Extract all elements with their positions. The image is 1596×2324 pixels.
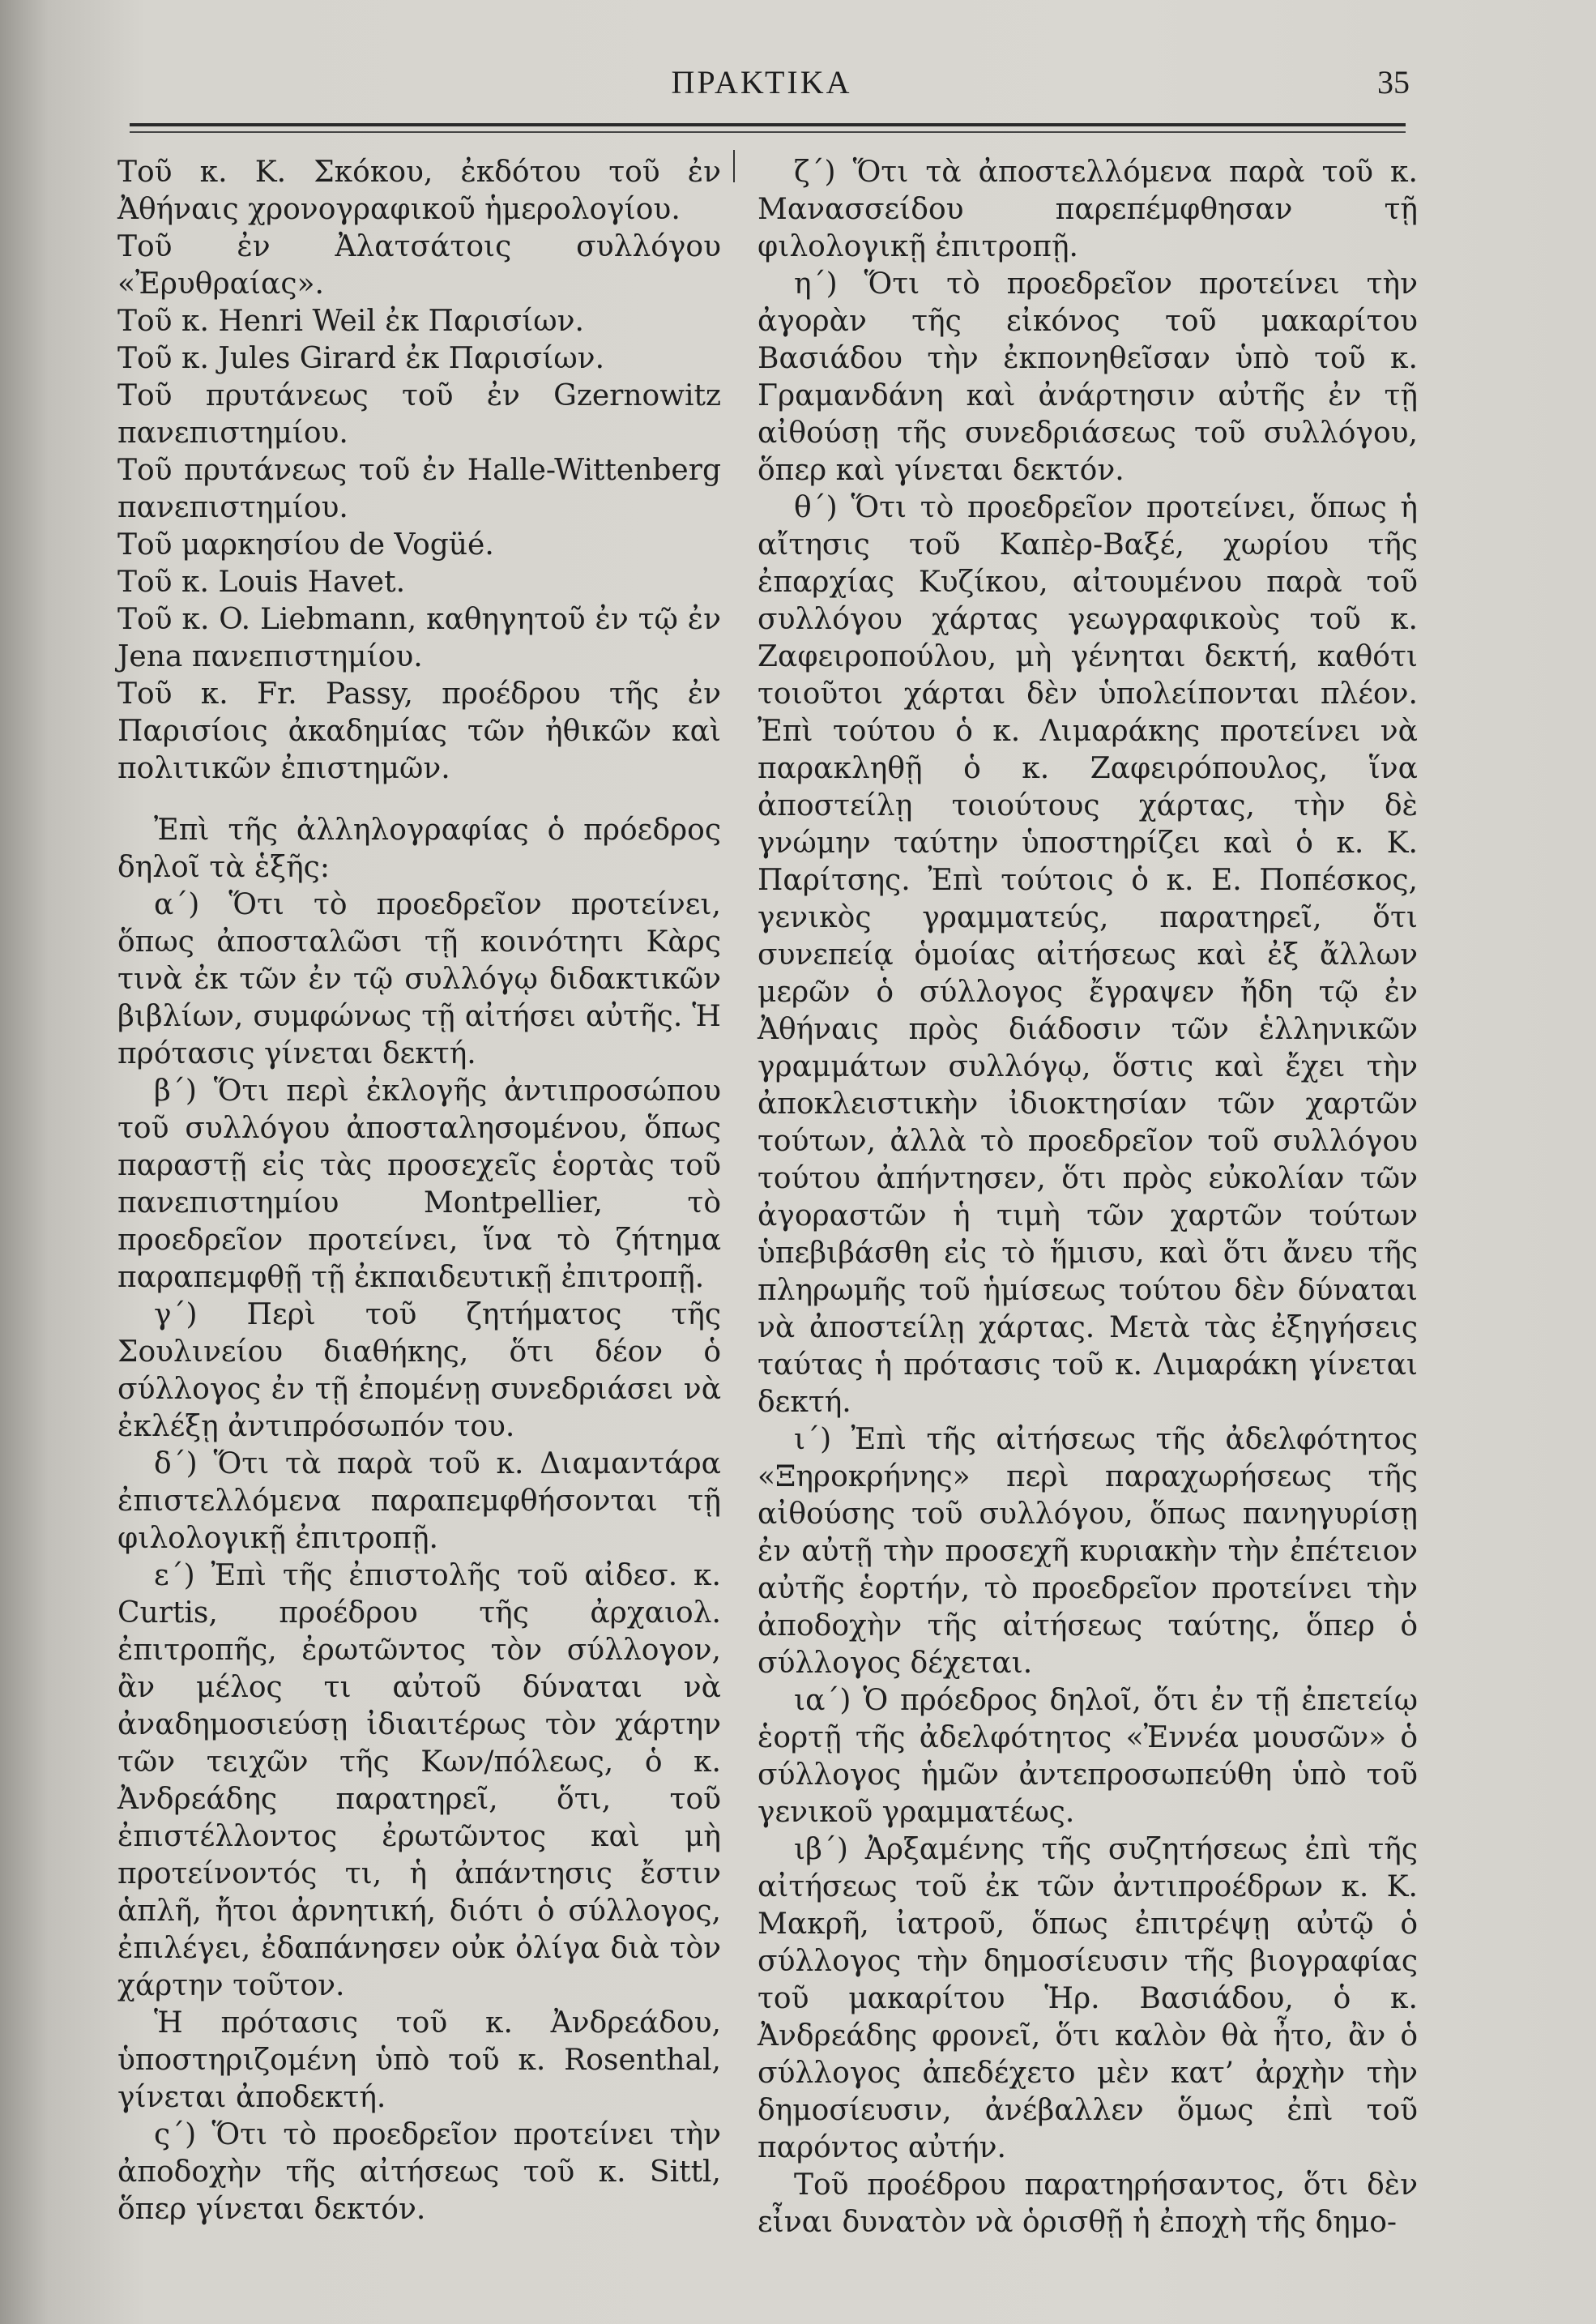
- paragraph: Τοῦ κ. Louis Havet.: [117, 566, 406, 599]
- paragraph: Τοῦ πρυτάνεως τοῦ ἐν Halle-Wittenberg πανεπιστημίου.: [117, 454, 721, 524]
- paragraph: δ΄) Ὅτι τὰ παρὰ τοῦ κ. Διαμαντάρα ἐπιστελλόμενα παραπεμφθήσονται τῇ φιλολογικῇ ἐπιτροπῇ.: [117, 1447, 721, 1555]
- paragraph: Τοῦ κ. Κ. Σκόκου, ἐκδότου τοῦ ἐν Ἀθήναις χρονογραφικοῦ ἡμερολογίου.: [117, 156, 721, 226]
- paragraph: ζ΄) Ὅτι τὰ ἀποστελλόμενα παρὰ τοῦ κ. Μανασσείδου παρεπέμφθησαν τῇ φιλολογικῇ ἐπιτροπῇ.: [757, 156, 1418, 263]
- page-number: 35: [1377, 64, 1410, 100]
- paragraph: Τοῦ μαρκησίου de Vogüé.: [117, 528, 494, 562]
- paragraph: Τοῦ προέδρου παρατηρήσαντος, ὅτι δὲν εἶναι δυνατὸν νὰ ὁρισθῇ ἡ ἐποχὴ τῆς δημο-: [757, 2168, 1418, 2239]
- paragraph: γ΄) Περὶ τοῦ ζητήματος τῆς Σουλινείου διαθήκης, ὅτι δέον ὁ σύλλογος ἐν τῇ ἐπομένῃ συνεδριάσει νὰ ἐκλέξῃ ἀντιπρόσωπόν του.: [117, 1298, 721, 1443]
- header-rule-thin: [130, 131, 1406, 133]
- running-title: ΠΡΑΚΤΙΚΑ: [671, 64, 852, 100]
- paragraph: ς΄) Ὅτι τὸ προεδρεῖον προτείνει τὴν ἀποδοχὴν τῆς αἰτήσεως τοῦ κ. Sittl, ὅπερ γίνεται δεκτόν.: [117, 2118, 721, 2226]
- paragraph: Ἐπὶ τῆς ἀλληλογραφίας ὁ πρόεδρος δηλοῖ τὰ ἑξῆς:: [117, 814, 721, 884]
- running-header: [0, 63, 1596, 112]
- left-column: [117, 154, 721, 2228]
- paragraph: Τοῦ κ. Henri Weil ἐκ Παρισίων.: [117, 305, 584, 338]
- paragraph: ια΄) Ὁ πρόεδρος δηλοῖ, ὅτι ἐν τῇ ἐπετείῳ ἑορτῇ τῆς ἀδελφότητος «Ἐννέα μουσῶν» ὁ σύλλογος ἡμῶν ἀντεπροσωπεύθη ὑπὸ τοῦ γενικοῦ γραμματέως.: [757, 1684, 1418, 1829]
- paragraph: θ΄) Ὅτι τὸ προεδρεῖον προτείνει, ὅπως ἡ αἴτησις τοῦ Καπὲρ-Βαξέ, χωρίου τῆς ἐπαρχίας Κυζίκου, αἰτουμένου παρὰ τοῦ συλλόγου χάρτας γεωγραφικοὺς τοῦ κ. Ζαφειροπούλου, μὴ γένηται δεκτή, καθότι τοιοῦτοι χάρται δὲν ὑπολείπονται πλέον. Ἐπὶ τούτου ὁ κ. Λιμαράκης προτείνει νὰ παρακληθῇ ὁ κ. Ζαφειρόπουλος, ἵνα ἀποστείλῃ τοιούτους χάρτας, τὴν δὲ γνώμην ταύτην ὑποστηρίζει καὶ ὁ κ. Κ. Παρίτσης. Ἐπὶ τούτοις ὁ κ. Ε. Ποπέσκος, γενικὸς γραμματεύς, παρατηρεῖ, ὅτι συνεπείᾳ ὁμοίας αἰτήσεως καὶ ἐξ ἄλλων μερῶν ὁ σύλλογος ἔγραψεν ἤδη τῷ ἐν Ἀθήναις πρὸς διάδοσιν τῶν ἑλληνικῶν γραμμάτων συλλόγῳ, ὅστις καὶ ἔχει τὴν ἀποκλειστικὴν ἰδιοκτησίαν τῶν χαρτῶν τούτων, ἀλλὰ τὸ προεδρεῖον τοῦ συλλόγου τούτου ἀπήντησεν, ὅτι πρὸς εὐκολίαν τῶν ἀγοραστῶν ἡ τιμὴ τῶν χαρτῶν τούτων ὑπεβιβάσθη εἰς τὸ ἥμισυ, καὶ ὅτι ἄνευ τῆς πληρωμῆς τοῦ ἡμίσεως τούτου δὲν δύναται νὰ ἀποστείλῃ χάρτας. Μετὰ τὰς ἐξηγήσεις ταύτας ἡ πρότασις τοῦ κ. Λιμαράκη γίνεται δεκτή.: [757, 491, 1418, 1419]
- paragraph: ιβ΄) Ἀρξαμένης τῆς συζητήσεως ἐπὶ τῆς αἰτήσεως τοῦ ἐκ τῶν ἀντιπροέδρων κ. Κ. Μακρῆ, ἰατροῦ, ὅπως ἐπιτρέψῃ αὐτῷ ὁ σύλλογος τὴν δημοσίευσιν τῆς βιογραφίας τοῦ μακαρίτου Ἡρ. Βασιάδου, ὁ κ. Ἀνδρεάδης φρονεῖ, ὅτι καλὸν θὰ ἦτο, ἂν ὁ σύλλογος ἀπεδέχετο μὲν κατ’ ἀρχὴν τὴν δημοσίευσιν, ἀνέβαλλεν ὅμως ἐπὶ τοῦ παρόντος αὐτήν.: [757, 1833, 1418, 2164]
- paragraph: Τοῦ κ. Jules Girard ἐκ Παρισίων.: [117, 342, 605, 375]
- header-rule-thick: [130, 123, 1406, 126]
- paragraph: ι΄) Ἐπὶ τῆς αἰτήσεως τῆς ἀδελφότητος «Ξηροκρήνης» περὶ παραχωρήσεως τῆς αἰθούσης τοῦ συλλόγου, ὅπως πανηγυρίσῃ ἐν αὐτῇ τὴν προσεχῆ κυριακὴν τὴν ἐπέτειον αὐτῆς ἑορτήν, τὸ προεδρεῖον προτείνει τὴν ἀποδοχὴν τῆς αἰτήσεως ταύτης, ὅπερ ὁ σύλλογος δέχεται.: [757, 1423, 1418, 1680]
- paragraph: η΄) Ὅτι τὸ προεδρεῖον προτείνει τὴν ἀγορὰν τῆς εἰκόνος τοῦ μακαρίτου Βασιάδου τὴν ἐκπονηθεῖσαν ὑπὸ τοῦ κ. Γραμανδάνη καὶ ἀνάρτησιν αὐτῆς ἐν τῇ αἰθούσῃ τῆς συνεδριάσεως τοῦ συλλόγου, ὅπερ καὶ γίνεται δεκτόν.: [757, 267, 1418, 487]
- paragraph: Τοῦ κ. O. Liebmann, καθηγητοῦ ἐν τῷ ἐν Jena πανεπιστημίου.: [117, 603, 721, 673]
- paragraph: β΄) Ὅτι περὶ ἐκλογῆς ἀντιπροσώπου τοῦ συλλόγου ἀποσταλησομένου, ὅπως παραστῇ εἰς τὰς προσεχεῖς ἑορτὰς τοῦ πανεπιστημίου Montpellier, τὸ προεδρεῖον προτείνει, ἵνα τὸ ζήτημα παραπεμφθῇ τῇ ἐκπαιδευτικῇ ἐπιτροπῇ.: [117, 1074, 721, 1294]
- paragraph: ε΄) Ἐπὶ τῆς ἐπιστολῆς τοῦ αἰδεσ. κ. Curtis, προέδρου τῆς ἀρχαιολ. ἐπιτροπῆς, ἐρωτῶντος τὸν σύλλογον, ἂν μέλος τι αὐτοῦ δύναται νὰ ἀναδημοσιεύσῃ ἰδιαιτέρως τὸν χάρτην τῶν τειχῶν τῆς Κων/πόλεως, ὁ κ. Ἀνδρεάδης παρατηρεῖ, ὅτι, τοῦ ἐπιστέλλοντος ἐρωτῶντος καὶ μὴ προτείνοντός τι, ἡ ἀπάντησις ἔστιν ἁπλῆ, ἤτοι ἀρνητική, διότι ὁ σύλλογος, ἐπιλέγει, ἐδαπάνησεν οὐκ ὀλίγα διὰ τὸν χάρτην τοῦτον.: [117, 1559, 721, 2002]
- paragraph: α΄) Ὅτι τὸ προεδρεῖον προτείνει, ὅπως ἀποσταλῶσι τῇ κοινότητι Κὰρς τινὰ ἐκ τῶν ἐν τῷ συλλόγῳ διδακτικῶν βιβλίων, συμφώνως τῇ αἰτήσει αὐτῆς. Ἡ πρότασις γίνεται δεκτή.: [117, 888, 721, 1070]
- paragraph: Τοῦ ἐν Ἀλατσάτοις συλλόγου «Ἐρυθραίας».: [117, 230, 721, 301]
- right-column: [757, 154, 1418, 2241]
- paragraph: Τοῦ κ. Fr. Passy, προέδρου τῆς ἐν Παρισίοις ἀκαδημίας τῶν ἠθικῶν καὶ πολιτικῶν ἐπιστημῶν.: [117, 677, 721, 785]
- paragraph: Ἡ πρότασις τοῦ κ. Ἀνδρεάδου, ὑποστηριζομένη ὑπὸ τοῦ κ. Rosenthal, γίνεται ἀποδεκτή.: [117, 2006, 721, 2114]
- column-separator: [733, 150, 735, 182]
- paragraph: Τοῦ πρυτάνεως τοῦ ἐν Gzernowitz πανεπιστημίου.: [117, 379, 721, 450]
